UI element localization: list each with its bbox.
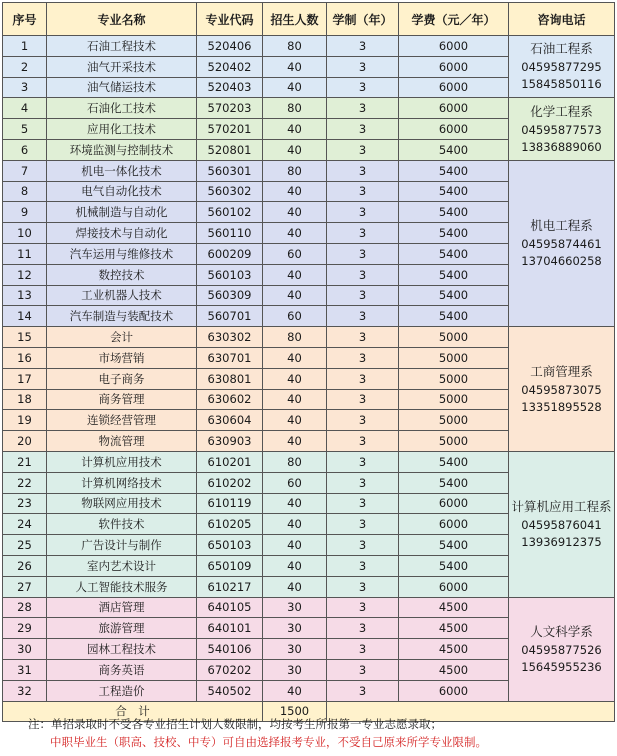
cell-enrollment: 40	[263, 680, 327, 701]
table-row	[3, 98, 615, 119]
cell-duration: 3	[327, 98, 399, 119]
cell-major-name: 室内艺术设计	[47, 555, 197, 576]
cell-duration: 3	[327, 514, 399, 535]
header-tuition: 学费（元／年）	[399, 3, 509, 36]
cell-major-code: 560302	[197, 181, 263, 202]
cell-major-name: 石油化工技术	[47, 98, 197, 119]
cell-index: 18	[3, 389, 47, 410]
cell-duration: 3	[327, 285, 399, 306]
cell-enrollment: 80	[263, 160, 327, 181]
phone-number: 04595876041	[521, 517, 602, 532]
cell-index: 13	[3, 285, 47, 306]
department-contact	[509, 597, 615, 701]
cell-major-code: 520406	[197, 36, 263, 57]
header-contact: 咨询电话	[509, 3, 615, 36]
cell-major-code: 670202	[197, 659, 263, 680]
cell-tuition: 4500	[399, 618, 509, 639]
cell-enrollment: 40	[263, 264, 327, 285]
cell-major-code: 600209	[197, 243, 263, 264]
cell-enrollment: 40	[263, 431, 327, 452]
cell-enrollment: 40	[263, 347, 327, 368]
cell-enrollment: 60	[263, 306, 327, 327]
cell-tuition: 6000	[399, 514, 509, 535]
cell-major-name: 广告设计与制作	[47, 535, 197, 556]
cell-enrollment: 80	[263, 327, 327, 348]
cell-duration: 3	[327, 535, 399, 556]
cell-tuition: 6000	[399, 98, 509, 119]
cell-duration: 3	[327, 472, 399, 493]
cell-major-code: 520801	[197, 139, 263, 160]
cell-index: 9	[3, 202, 47, 223]
cell-major-code: 560103	[197, 264, 263, 285]
cell-enrollment: 80	[263, 451, 327, 472]
cell-enrollment: 30	[263, 618, 327, 639]
cell-major-code: 630604	[197, 410, 263, 431]
cell-major-code: 630801	[197, 368, 263, 389]
cell-enrollment: 40	[263, 56, 327, 77]
cell-duration: 3	[327, 243, 399, 264]
cell-major-name: 会计	[47, 327, 197, 348]
cell-tuition: 5000	[399, 389, 509, 410]
cell-major-code: 640105	[197, 597, 263, 618]
cell-enrollment: 40	[263, 576, 327, 597]
cell-duration: 3	[327, 223, 399, 244]
cell-duration: 3	[327, 306, 399, 327]
cell-major-code: 570203	[197, 98, 263, 119]
table-row	[3, 597, 615, 618]
cell-enrollment: 40	[263, 493, 327, 514]
cell-tuition: 6000	[399, 56, 509, 77]
cell-major-code: 610202	[197, 472, 263, 493]
cell-enrollment: 40	[263, 285, 327, 306]
cell-duration: 3	[327, 77, 399, 98]
cell-tuition: 5400	[399, 285, 509, 306]
cell-index: 8	[3, 181, 47, 202]
cell-major-name: 机械制造与自动化	[47, 202, 197, 223]
cell-enrollment: 40	[263, 223, 327, 244]
department-contact	[509, 327, 615, 452]
cell-duration: 3	[327, 639, 399, 660]
cell-index: 28	[3, 597, 47, 618]
cell-major-name: 石油工程技术	[47, 36, 197, 57]
cell-duration: 3	[327, 576, 399, 597]
cell-duration: 3	[327, 56, 399, 77]
cell-index: 15	[3, 327, 47, 348]
cell-index: 22	[3, 472, 47, 493]
cell-enrollment: 40	[263, 368, 327, 389]
phone-number: 15845850116	[521, 77, 602, 92]
department-contact	[509, 160, 615, 326]
cell-major-name: 计算机应用技术	[47, 451, 197, 472]
cell-index: 30	[3, 639, 47, 660]
cell-major-name: 油气开采技术	[47, 56, 197, 77]
cell-duration: 3	[327, 119, 399, 140]
cell-tuition: 4500	[399, 659, 509, 680]
note-line-1: 注：单招录取时不受各专业招生计划人数限制，均按考生所报第一专业志愿录取；	[28, 717, 442, 731]
header-major-name: 专业名称	[47, 3, 197, 36]
cell-duration: 3	[327, 36, 399, 57]
cell-duration: 3	[327, 389, 399, 410]
cell-major-code: 610205	[197, 514, 263, 535]
cell-major-code: 560309	[197, 285, 263, 306]
cell-duration: 3	[327, 659, 399, 680]
cell-enrollment: 80	[263, 36, 327, 57]
cell-tuition: 5400	[399, 451, 509, 472]
header-index: 序号	[3, 3, 47, 36]
cell-major-code: 630701	[197, 347, 263, 368]
cell-enrollment: 30	[263, 597, 327, 618]
phone-number: 04595877295	[521, 60, 602, 75]
cell-enrollment: 80	[263, 98, 327, 119]
cell-index: 1	[3, 36, 47, 57]
cell-tuition: 5400	[399, 472, 509, 493]
cell-index: 10	[3, 223, 47, 244]
cell-major-code: 560102	[197, 202, 263, 223]
cell-index: 7	[3, 160, 47, 181]
cell-duration: 3	[327, 368, 399, 389]
cell-index: 17	[3, 368, 47, 389]
cell-duration: 3	[327, 181, 399, 202]
cell-major-name: 旅游管理	[47, 618, 197, 639]
cell-major-name: 应用化工技术	[47, 119, 197, 140]
department-name: 化学工程系	[530, 103, 593, 119]
cell-tuition: 6000	[399, 576, 509, 597]
note-line-2: 中职毕业生（职高、技校、中专）可自由选择报考专业，不受自己原来所学专业限制。	[50, 735, 487, 749]
cell-major-name: 物联网应用技术	[47, 493, 197, 514]
cell-index: 11	[3, 243, 47, 264]
cell-tuition: 5000	[399, 431, 509, 452]
cell-duration: 3	[327, 347, 399, 368]
cell-tuition: 5400	[399, 243, 509, 264]
phone-number: 13936912375	[521, 534, 602, 549]
cell-duration: 3	[327, 597, 399, 618]
cell-major-name: 商务英语	[47, 659, 197, 680]
table-row	[3, 451, 615, 472]
cell-tuition: 6000	[399, 680, 509, 701]
cell-enrollment: 30	[263, 659, 327, 680]
cell-tuition: 5400	[399, 181, 509, 202]
cell-enrollment: 40	[263, 139, 327, 160]
cell-major-name: 酒店管理	[47, 597, 197, 618]
department-name: 工商管理系	[530, 363, 593, 379]
cell-major-code: 650109	[197, 555, 263, 576]
cell-duration: 3	[327, 451, 399, 472]
cell-tuition: 5000	[399, 347, 509, 368]
cell-duration: 3	[327, 202, 399, 223]
cell-tuition: 5400	[399, 264, 509, 285]
cell-index: 32	[3, 680, 47, 701]
cell-major-name: 软件技术	[47, 514, 197, 535]
header-duration: 学制（年）	[327, 3, 399, 36]
cell-major-code: 610201	[197, 451, 263, 472]
table-row	[3, 327, 615, 348]
department-name: 计算机应用工程系	[511, 498, 612, 514]
cell-tuition: 4500	[399, 597, 509, 618]
cell-index: 26	[3, 555, 47, 576]
cell-index: 16	[3, 347, 47, 368]
table-row	[3, 160, 615, 181]
cell-tuition: 5400	[399, 535, 509, 556]
phone-number: 04595877526	[521, 642, 602, 657]
phone-number: 04595873075	[521, 382, 602, 397]
cell-tuition: 5400	[399, 139, 509, 160]
cell-index: 23	[3, 493, 47, 514]
cell-major-code: 610217	[197, 576, 263, 597]
total-label: 合 计	[3, 701, 263, 722]
department-contact	[509, 98, 615, 160]
cell-major-name: 连锁经营管理	[47, 410, 197, 431]
cell-tuition: 5400	[399, 202, 509, 223]
department-contact	[509, 451, 615, 597]
cell-tuition: 6000	[399, 493, 509, 514]
cell-major-name: 环境监测与控制技术	[47, 139, 197, 160]
table-row	[3, 36, 615, 57]
phone-number: 13704660258	[521, 253, 602, 268]
department-contact	[509, 36, 615, 98]
total-value: 1500	[263, 701, 327, 722]
cell-index: 12	[3, 264, 47, 285]
cell-enrollment: 60	[263, 243, 327, 264]
cell-duration: 3	[327, 555, 399, 576]
header-enrollment: 招生人数	[263, 3, 327, 36]
cell-major-name: 园林工程技术	[47, 639, 197, 660]
cell-index: 25	[3, 535, 47, 556]
department-name: 人文科学系	[530, 623, 593, 639]
cell-major-name: 工程造价	[47, 680, 197, 701]
cell-duration: 3	[327, 327, 399, 348]
phone-number: 13836889060	[521, 139, 602, 154]
cell-major-code: 560110	[197, 223, 263, 244]
cell-major-code: 540502	[197, 680, 263, 701]
cell-major-code: 630602	[197, 389, 263, 410]
cell-index: 4	[3, 98, 47, 119]
cell-tuition: 5400	[399, 160, 509, 181]
cell-index: 5	[3, 119, 47, 140]
cell-tuition: 5000	[399, 327, 509, 348]
cell-index: 2	[3, 56, 47, 77]
notes	[28, 715, 608, 751]
department-name: 石油工程系	[530, 41, 593, 57]
cell-enrollment: 60	[263, 472, 327, 493]
enrollment-table	[2, 2, 615, 722]
cell-tuition: 6000	[399, 36, 509, 57]
cell-tuition: 5400	[399, 555, 509, 576]
cell-tuition: 5400	[399, 306, 509, 327]
cell-duration: 3	[327, 264, 399, 285]
cell-major-name: 市场营销	[47, 347, 197, 368]
cell-major-name: 焊接技术与自动化	[47, 223, 197, 244]
cell-enrollment: 30	[263, 639, 327, 660]
cell-index: 29	[3, 618, 47, 639]
cell-major-code: 540106	[197, 639, 263, 660]
cell-major-name: 物流管理	[47, 431, 197, 452]
cell-duration: 3	[327, 431, 399, 452]
cell-major-code: 520402	[197, 56, 263, 77]
cell-index: 21	[3, 451, 47, 472]
phone-number: 15645955236	[521, 659, 602, 674]
cell-enrollment: 40	[263, 514, 327, 535]
cell-duration: 3	[327, 680, 399, 701]
cell-tuition: 5400	[399, 223, 509, 244]
cell-duration: 3	[327, 139, 399, 160]
cell-tuition: 6000	[399, 77, 509, 98]
cell-index: 20	[3, 431, 47, 452]
cell-index: 31	[3, 659, 47, 680]
cell-enrollment: 40	[263, 410, 327, 431]
cell-tuition: 4500	[399, 639, 509, 660]
header-row	[3, 3, 615, 36]
cell-enrollment: 40	[263, 555, 327, 576]
cell-major-name: 电子商务	[47, 368, 197, 389]
cell-index: 19	[3, 410, 47, 431]
cell-enrollment: 40	[263, 77, 327, 98]
cell-major-name: 汽车制造与装配技术	[47, 306, 197, 327]
cell-major-code: 630302	[197, 327, 263, 348]
department-name: 机电工程系	[530, 217, 593, 233]
cell-enrollment: 40	[263, 535, 327, 556]
cell-index: 14	[3, 306, 47, 327]
cell-major-name: 汽车运用与维修技术	[47, 243, 197, 264]
cell-major-name: 计算机网络技术	[47, 472, 197, 493]
cell-major-code: 630903	[197, 431, 263, 452]
cell-major-code: 570201	[197, 119, 263, 140]
cell-major-code: 610119	[197, 493, 263, 514]
cell-major-name: 机电一体化技术	[47, 160, 197, 181]
cell-major-name: 商务管理	[47, 389, 197, 410]
cell-major-name: 电气自动化技术	[47, 181, 197, 202]
cell-major-name: 数控技术	[47, 264, 197, 285]
cell-duration: 3	[327, 493, 399, 514]
phone-number: 04595874461	[521, 236, 602, 251]
cell-enrollment: 40	[263, 389, 327, 410]
cell-duration: 3	[327, 618, 399, 639]
phone-number: 04595877573	[521, 122, 602, 137]
cell-major-code: 560301	[197, 160, 263, 181]
cell-major-name: 油气储运技术	[47, 77, 197, 98]
cell-enrollment: 40	[263, 181, 327, 202]
cell-tuition: 5000	[399, 410, 509, 431]
cell-major-code: 640101	[197, 618, 263, 639]
cell-tuition: 5000	[399, 368, 509, 389]
cell-index: 24	[3, 514, 47, 535]
cell-major-name: 人工智能技术服务	[47, 576, 197, 597]
cell-major-code: 560701	[197, 306, 263, 327]
cell-index: 3	[3, 77, 47, 98]
cell-enrollment: 40	[263, 119, 327, 140]
cell-major-name: 工业机器人技术	[47, 285, 197, 306]
cell-index: 6	[3, 139, 47, 160]
cell-major-code: 520403	[197, 77, 263, 98]
cell-index: 27	[3, 576, 47, 597]
cell-major-code: 650103	[197, 535, 263, 556]
cell-duration: 3	[327, 410, 399, 431]
cell-enrollment: 40	[263, 202, 327, 223]
cell-tuition: 6000	[399, 119, 509, 140]
phone-number: 13351895528	[521, 399, 602, 414]
cell-duration: 3	[327, 160, 399, 181]
header-major-code: 专业代码	[197, 3, 263, 36]
